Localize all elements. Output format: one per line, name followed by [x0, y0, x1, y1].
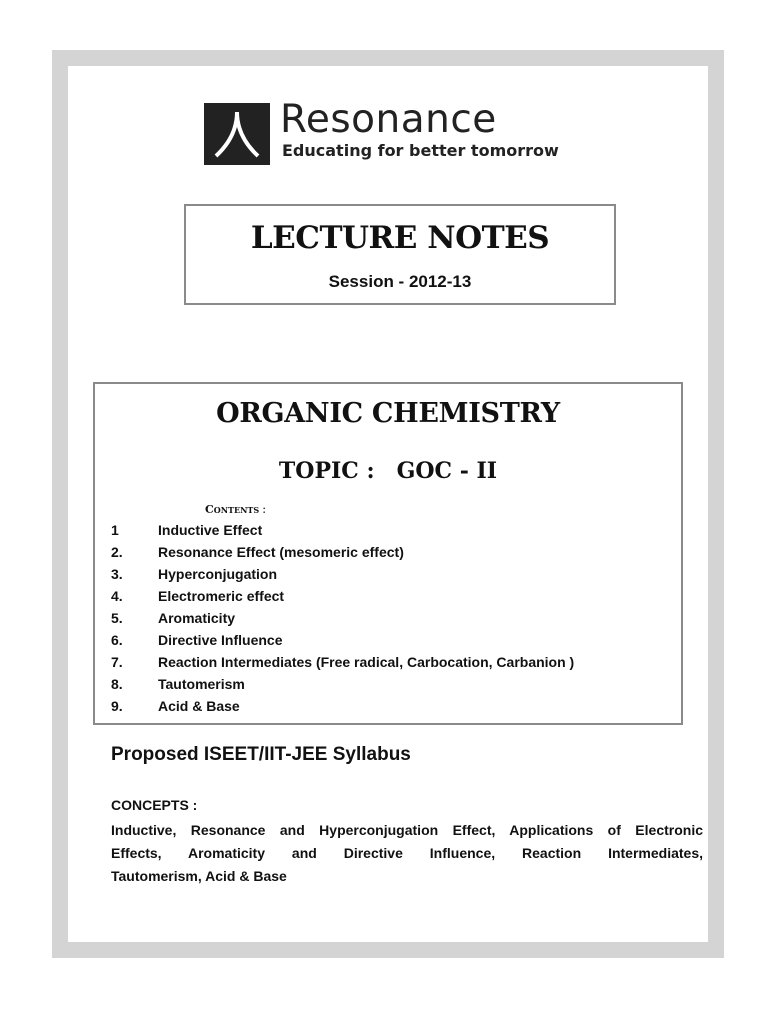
concepts-heading: CONCEPTS :	[111, 797, 198, 813]
list-item-text: Aromaticity	[158, 610, 236, 626]
topic-label: TOPIC :	[278, 458, 375, 484]
list-item-text: Reaction Intermediates (Free radical, Carbocation, Carbanion )	[158, 654, 575, 670]
brand-logo	[204, 97, 584, 167]
list-item-text: Directive Influence	[158, 632, 283, 648]
list-item-text: Electromeric effect	[158, 588, 285, 604]
subject-title: ORGANIC CHEMISTRY	[216, 398, 560, 429]
brand-name: Resonance	[280, 97, 497, 142]
contents-label	[205, 502, 266, 516]
contents-label-colon: :	[262, 502, 267, 516]
list-item-number: 9.	[111, 698, 123, 714]
list-item-number: 6.	[111, 632, 123, 648]
list-item-text: Hyperconjugation	[158, 566, 278, 582]
subject-box	[93, 382, 683, 725]
lecture-notes-title: LECTURE NOTES	[250, 220, 550, 256]
list-item-number: 4.	[111, 588, 123, 604]
concepts-line: Inductive, Resonance and Hyperconjugation Effect, Applications of Electronic	[111, 822, 703, 838]
resonance-logo-icon	[204, 103, 270, 165]
list-item-text: Resonance Effect (mesomeric effect)	[158, 544, 404, 560]
list-item-text: Tautomerism	[158, 676, 245, 692]
session-label: Session - 2012-13	[328, 272, 472, 291]
list-item-number: 8.	[111, 676, 123, 692]
topic-line	[95, 458, 681, 484]
topic-value: GOC - II	[396, 458, 498, 484]
concepts-line: Tautomerism, Acid & Base	[111, 868, 287, 884]
lecture-notes-box	[184, 204, 616, 305]
list-item-number: 3.	[111, 566, 123, 582]
syllabus-heading: Proposed ISEET/IIT-JEE Syllabus	[111, 744, 411, 765]
concepts-line: Effects, Aromaticity and Directive Influence, Reaction Intermediates,	[111, 845, 703, 861]
list-item-number: 1	[111, 522, 119, 538]
list-item-number: 2.	[111, 544, 123, 560]
concepts-paragraph	[111, 819, 703, 888]
list-item-number: 5.	[111, 610, 123, 626]
contents-label-text: Contents	[205, 503, 260, 516]
list-item-text: Inductive Effect	[158, 522, 263, 538]
brand-tagline: Educating for better tomorrow	[282, 141, 559, 160]
list-item-text: Acid & Base	[158, 698, 240, 714]
list-item-number: 7.	[111, 654, 123, 670]
